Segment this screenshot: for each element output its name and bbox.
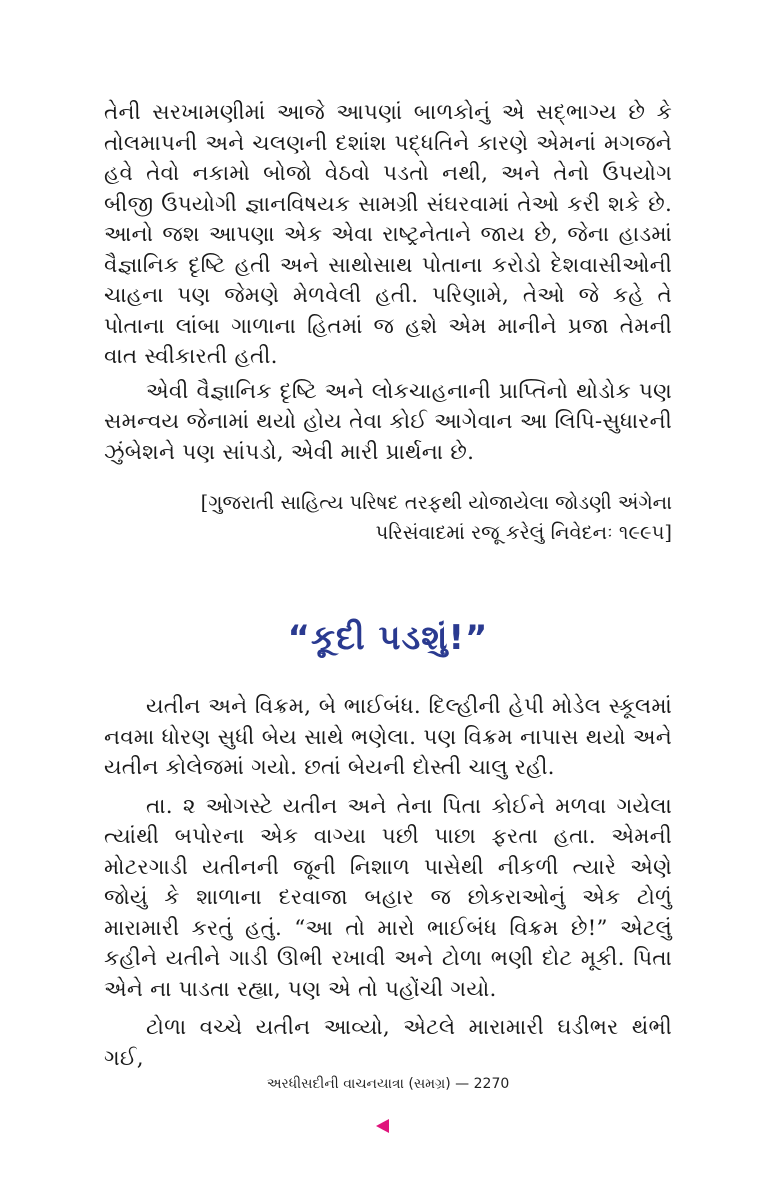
citation	[104, 488, 672, 548]
citation-line-2: પરિસંવાદમાં રજૂ કરેલું નિવેદનઃ ૧૯૯૫]	[375, 521, 672, 544]
page-footer: અરધીસદીની વાચનયાત્રા (સમગ્ર) — 2270	[266, 1076, 510, 1092]
story-paragraph-2: તા. ૨ ઓગસ્ટે યતીન અને તેના પિતા કોઈને મળવા ગયેલા ત્યાંથી બપોરના એક વાગ્યા પછી પાછા ફરતા હતા. એમની મોટરગાડી યતીનની જૂની નિશાળ પાસેથી નીકળી ત્યારે એણે જોયું કે શાળાના દરવાજા બહાર જ છોકરાઓનું એક ટોળું મારામારી કરતું હતું. “આ તો મારો ભાઈબંધ વિક્રમ છે!” એટલું કહીને યતીને ગાડી ઊભી રખાવી અને ટોળા ભણી દોટ મૂકી. પિતા એને ના પાડતા રહ્યા, પણ એ તો પહોંચી ગયો.	[104, 793, 672, 1002]
previous-page-arrow-icon[interactable]	[376, 1119, 389, 1133]
citation-line-1: [ગુજરાતી સાહિત્ય પરિષદ તરફથી યોજાયેલા જોડણી અંગેના	[200, 491, 672, 514]
story-body	[104, 692, 672, 1074]
section-title: “કૂદી પડશું!”	[287, 618, 489, 658]
story-paragraph-3: ટોળા વચ્ચે યતીન આવ્યો, એટલે મારામારી ઘડીભર થંભી ગઈ,	[104, 1015, 672, 1071]
document-page	[104, 98, 672, 1074]
story-paragraph-1: યતીન અને વિક્રમ, બે ભાઈબંધ. દિલ્હીની હેપી મોડેલ સ્કૂલમાં નવમા ધોરણ સુધી બેય સાથે ભણેલા. પણ વિક્રમ નાપાસ થયો અને યતીન કોલેજમાં ગયો. છતાં બેયની દોસ્તી ચાલુ રહી.	[104, 694, 672, 780]
paragraph-2: એવી વૈજ્ઞાનિક દૃષ્ટિ અને લોકચાહનાની પ્રાપ્તિનો થોડોક પણ સમન્વય જેનામાં થયો હોય તેવા કોઈ આગેવાન આ લિપિ-સુધારની ઝુંબેશને પણ સાંપડો, એવી મારી પ્રાર્થના છે.	[104, 378, 672, 465]
paragraph-1: તેની સરખામણીમાં આજે આપણાં બાળકોનું એ સદ્ભાગ્ય છે કે તોલમાપની અને ચલણની દશાંશ પદ્ધતિને કારણે એમનાં મગજને હવે તેવો નકામો બોજો વેઠવો પડતો નથી, અને તેનો ઉપયોગ બીજી ઉપયોગી જ્ઞાનવિષયક સામગ્રી સંઘરવામાં તેઓ કરી શકે છે. આનો જશ આપણા એક એવા રાષ્ટ્રનેતાને જાય છે, જેના હાડમાં વૈજ્ઞાનિક દૃષ્ટિ હતી અને સાથોસાથ પોતાના કરોડો દેશવાસીઓની ચાહના પણ જેમણે મેળવેલી હતી. પરિણામે, તેઓ જે કહે તે પોતાના લાંબા ગાળાના હિતમાં જ હશે એમ માનીને પ્રજા તેમની વાત સ્વીકારતી હતી.	[104, 100, 672, 369]
